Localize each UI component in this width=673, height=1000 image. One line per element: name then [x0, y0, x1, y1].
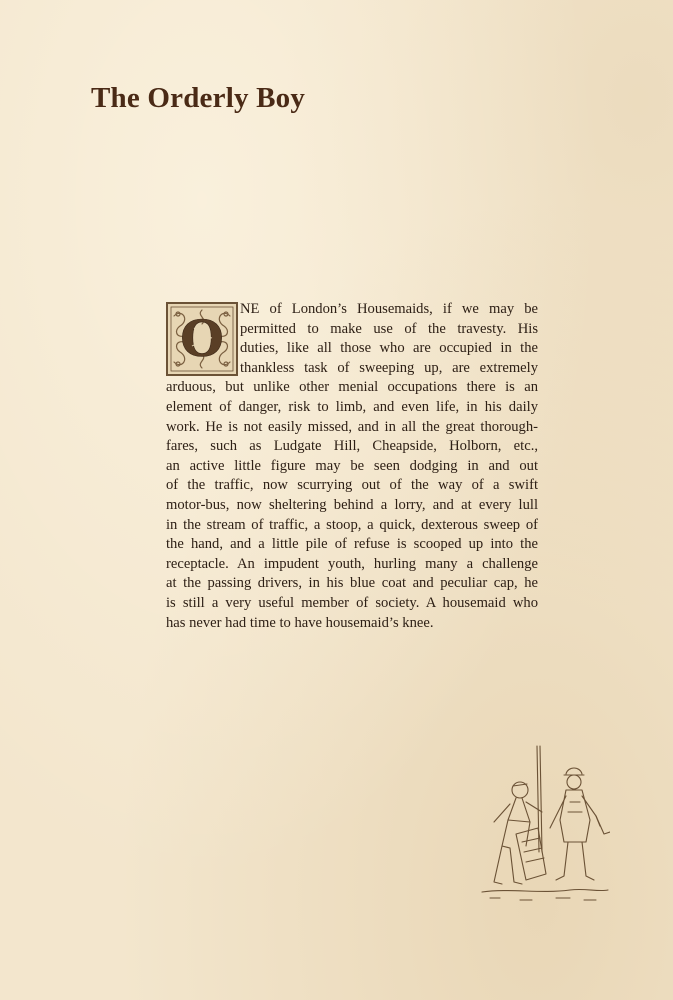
text-line: the hand, and a little pile of refuse is scooped up into the: [166, 536, 538, 553]
text-line: permitted to make use of the travesty. His: [240, 320, 538, 337]
page-title: The Orderly Boy: [91, 82, 306, 114]
text-line: work. He is not easily missed, and in all the great thorough-: [166, 418, 538, 435]
text-line: thankless task of sweeping up, are extremely: [240, 359, 538, 376]
text-line: of the traffic, now scurrying out of the way of a swift: [166, 477, 538, 494]
text-line: receptacle. An impudent youth, hurling many a challenge: [166, 555, 538, 572]
text-line: in the stream of traffic, a stoop, a quick, dexterous sweep of: [166, 516, 538, 533]
text-line: element of danger, risk to limb, and even life, in his daily: [166, 398, 538, 415]
text-line: fares, such as Ludgate Hill, Cheapside, Holborn, etc.,: [166, 438, 538, 455]
street-boys-illustration: [480, 742, 610, 912]
text-line: has never had time to have housemaid’s knee.: [166, 614, 434, 631]
text-line: at the passing drivers, in his blue coat and peculiar cap, he: [166, 575, 538, 592]
text-line: is still a very useful member of society. A housemaid who: [166, 594, 538, 611]
text-line: an active little figure may be seen dodging in and out: [166, 457, 538, 474]
text-line: duties, like all those who are occupied in the: [240, 340, 538, 357]
text-line: motor-bus, now sheltering behind a lorry, and at every lull: [166, 496, 538, 513]
text-line: NE of London’s Housemaids, if we may be: [240, 301, 538, 317]
drop-cap-letter: O: [180, 309, 224, 368]
text-line: arduous, but unlike other menial occupations there is an: [166, 379, 538, 396]
body-text: [166, 300, 538, 633]
